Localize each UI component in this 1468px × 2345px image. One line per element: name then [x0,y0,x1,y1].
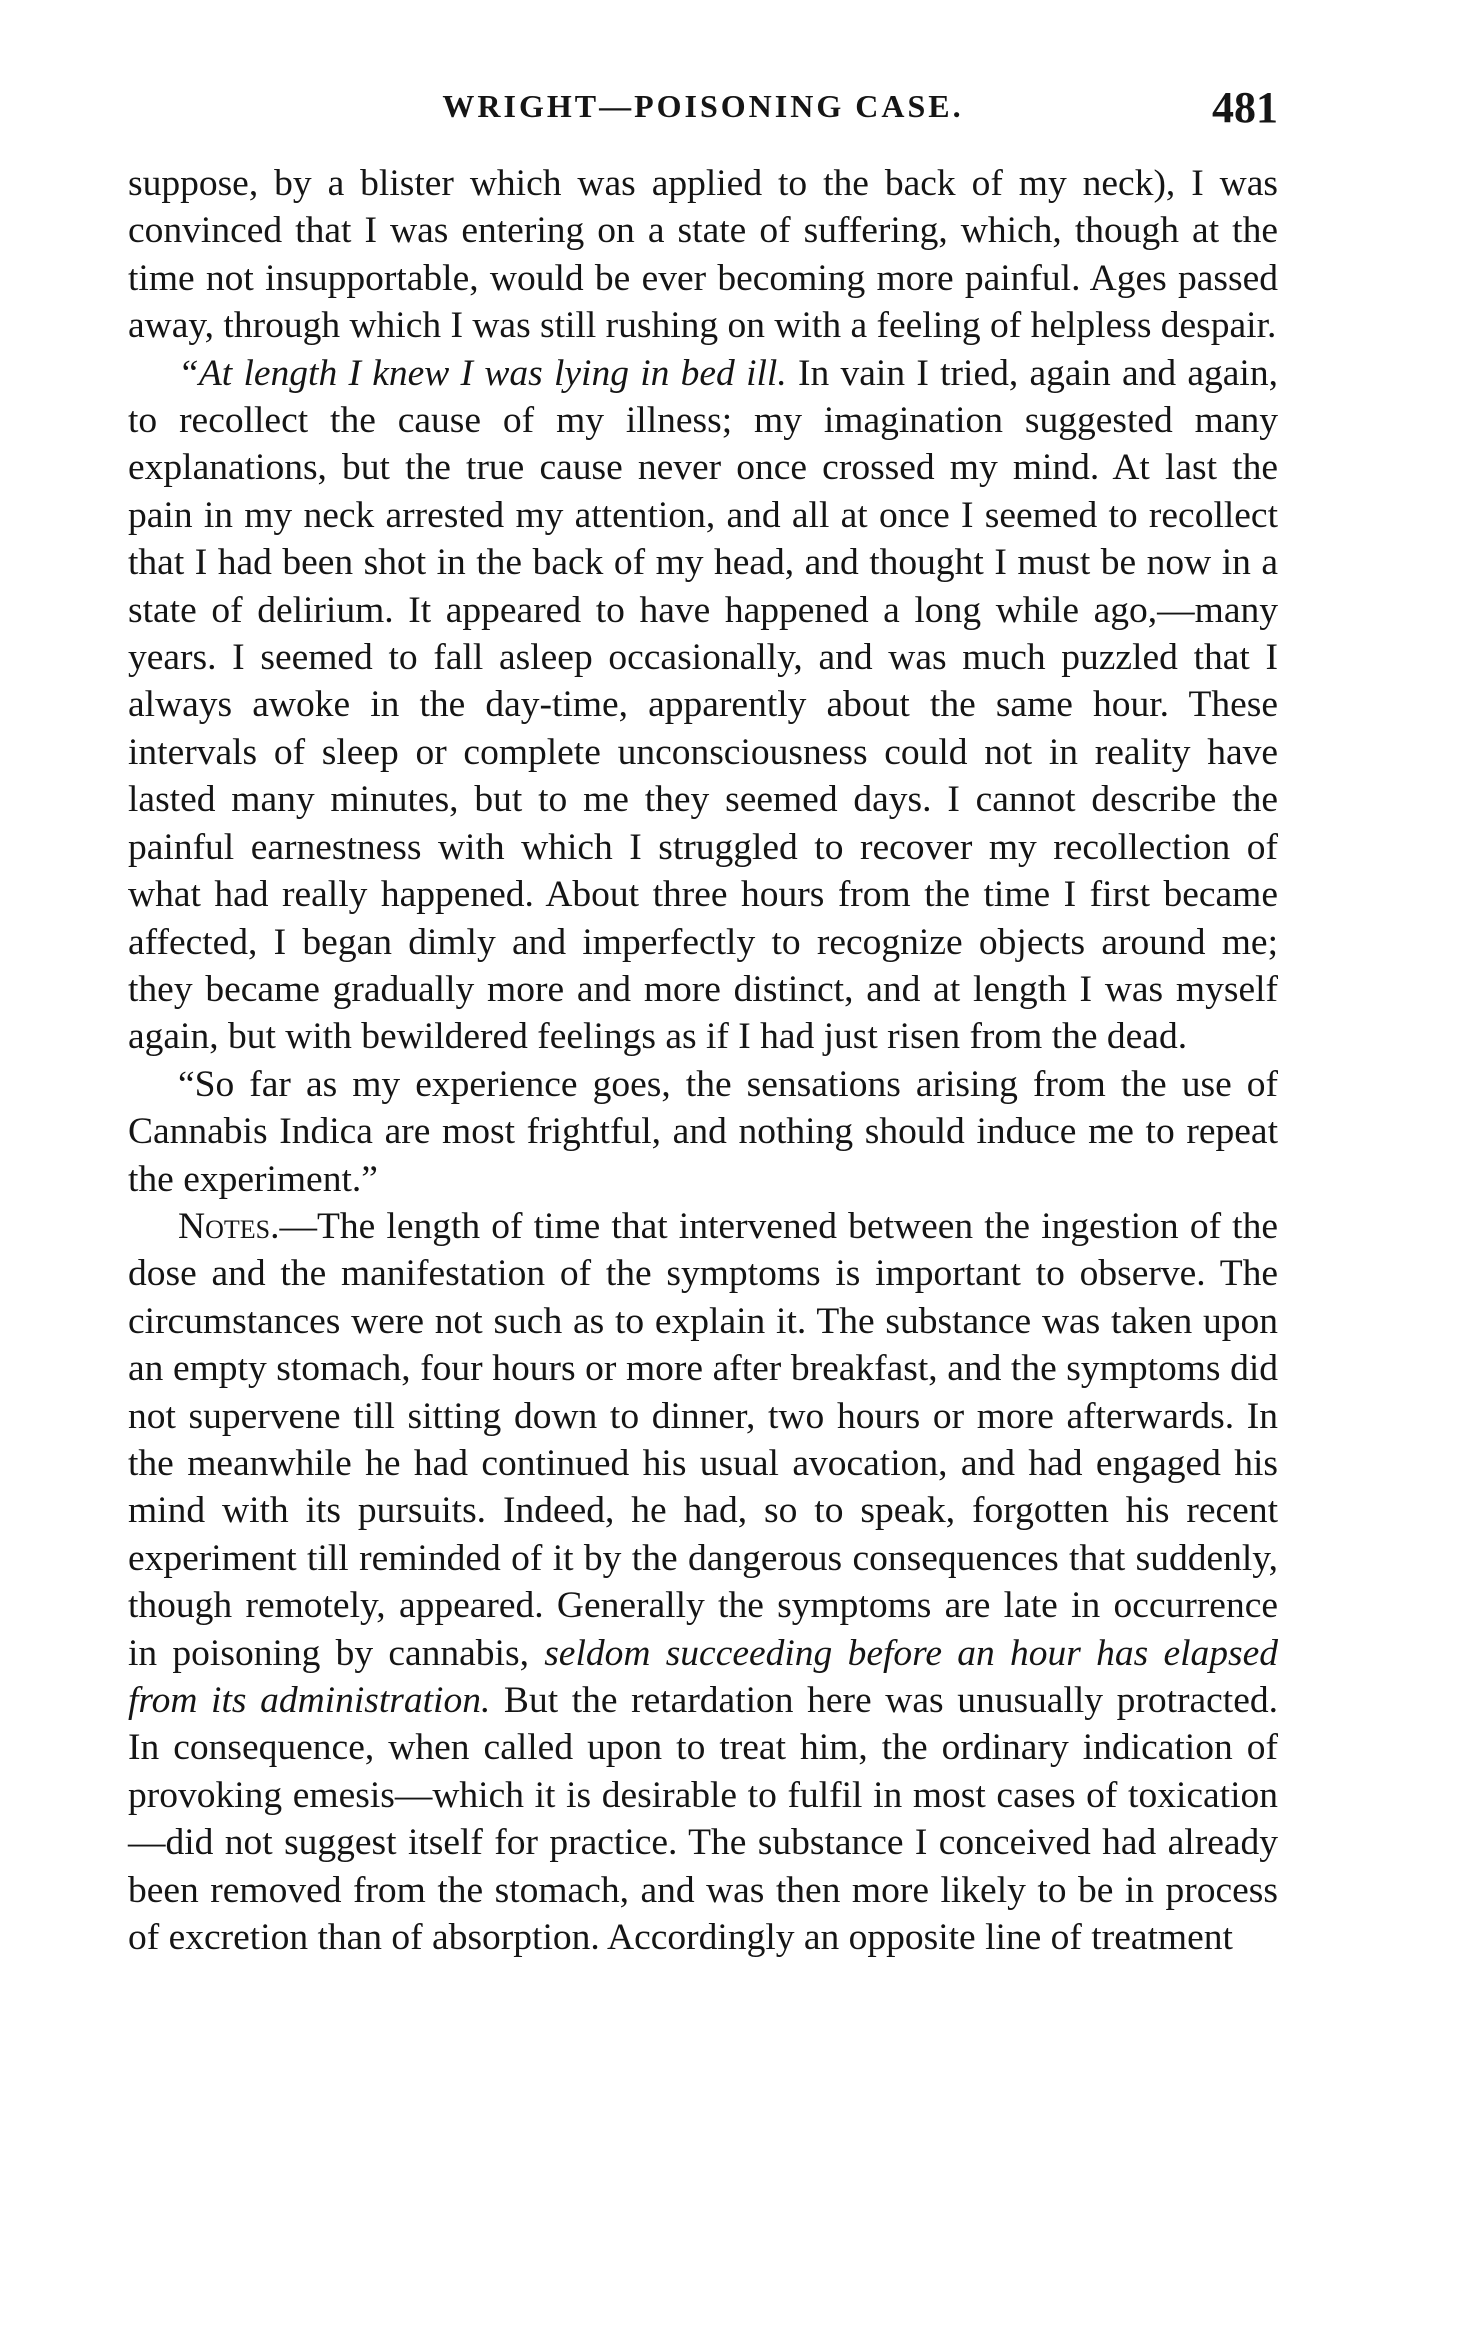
paragraph-conclusion: “So far as my experience goes, the sensations arising from the use of Cannabis Indica are most frightful, and nothing should induce me to repeat the experiment.” [128,1063,1278,1200]
paragraph-recollection [128,350,1278,1061]
paragraph-continuation: suppose, by a blister which was applied to the back of my neck), I was convinced that I was entering on a state of suffering, which, though at the time not insupportable, would be ever becoming more painful. Ages passed away, through which I was still rushing on with a feeling of helpless despair. [128,163,1278,347]
italic-phrase: “At length I knew I was lying in bed ill. [178,352,787,394]
paragraph-text: In vain I tried, again and again, to recollect the cause of my illness; my imagination suggested many explanations, but the true cause never once crossed my mind. At last the pain in my neck arrested my attention, and all at once I seemed to recollect that I had been shot in the back of my head, and thought I must be now in a state of delirium. It appeared to have happened a long while ago,—many years. I seemed to fall asleep occasionally, and was much puzzled that I always awoke in the day-time, apparently about the same hour. These intervals of sleep or complete unconsciousness could not in reality have lasted many minutes, but to me they seemed days. I cannot describe the painful earnestness with which I struggled to recover my recollection of what had really happened. About three hours from the time I first became affected, I began dimly and imperfectly to recognize objects around me; they became gradually more and more distinct, and at length I was myself again, but with bewildered feelings as if I had just risen from the dead. [128,352,1278,1058]
paragraph-notes [128,1203,1278,1962]
body-text [128,160,1278,1961]
paragraph-text: —The length of time that intervened between the ingestion of the dose and the manifestation of the symptoms is important to observe. The circumstances were not such as to explain it. The substance was taken upon an empty stomach, four hours or more after breakfast, and the symptoms did not supervene till sitting down to dinner, two hours or more afterwards. In the meanwhile he had continued his usual avocation, and had engaged his mind with its pursuits. Indeed, he had, so to speak, forgotten his recent experiment till reminded of it by the dangerous consequences that suddenly, though remotely, appeared. Generally the symptoms are late in occurrence in poisoning by cannabis, [128,1205,1278,1674]
notes-label: Notes. [178,1205,280,1247]
italic-phrase: seldom succeeding before an hour has elapsed from its administration. [128,1632,1278,1721]
paragraph-text: But the retardation here was unusually protracted. In consequence, when called upon to treat him, the ordinary indication of provoking emesis—which it is desirable to fulfil in most cases of toxication—did not suggest itself for practice. The substance I conceived had already been removed from the stomach, and was then more likely to be in process of excretion than of absorption. Accordingly an opposite line of treatment [128,1680,1278,1959]
running-head [128,83,1278,148]
page-number: 481 [1212,83,1278,132]
running-title: WRIGHT—POISONING CASE. [442,88,964,124]
